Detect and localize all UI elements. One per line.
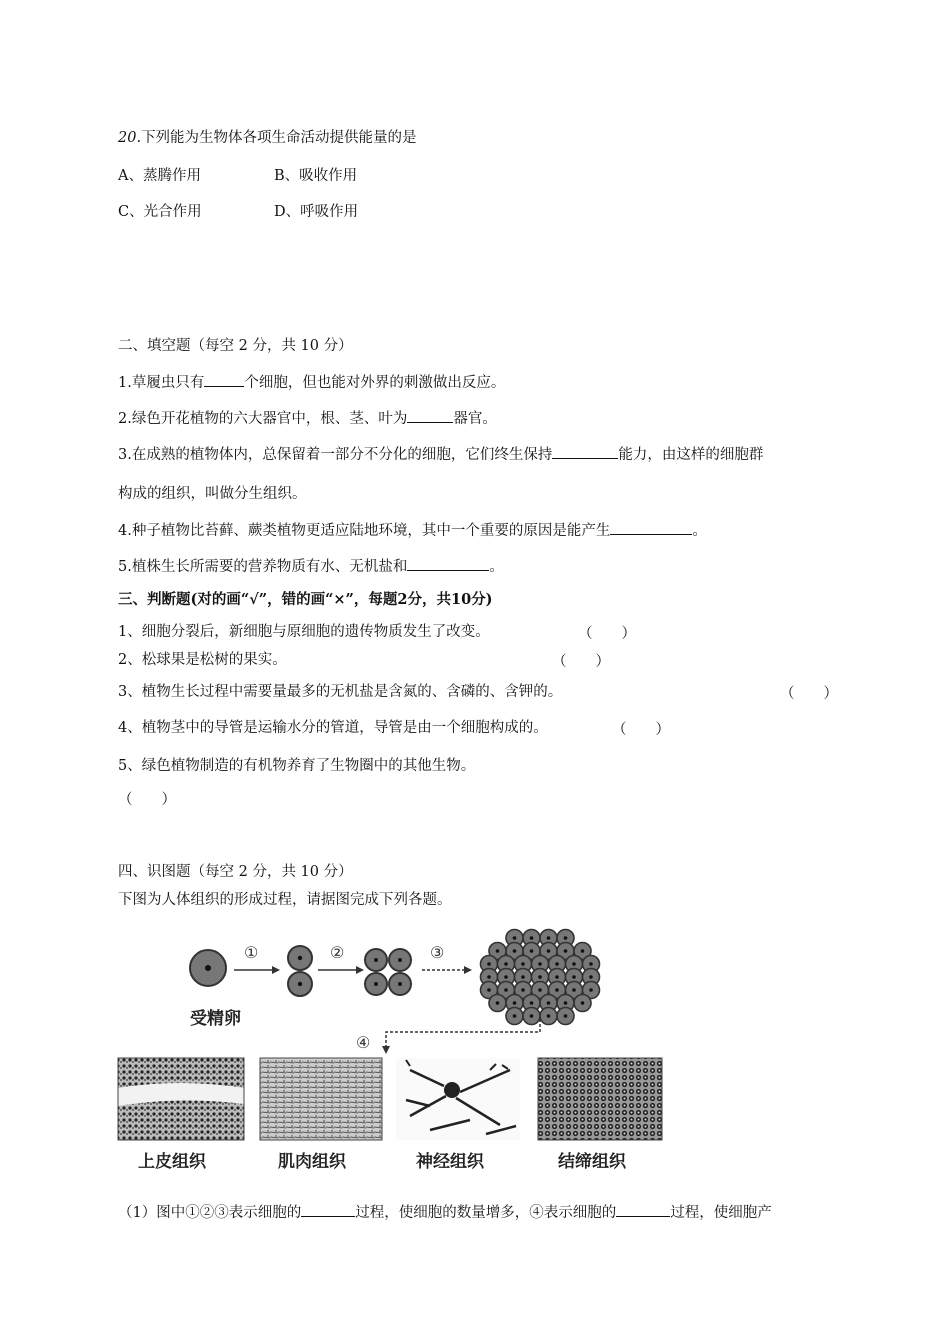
- step-4-label: ④: [356, 1033, 371, 1052]
- judge-paren-1: （ ）: [578, 626, 636, 642]
- q20-option-c: C、光合作用: [118, 204, 202, 220]
- section3-title: 三、判断题(对的画“√”，错的画“×”，每题2分，共10分): [118, 591, 493, 608]
- cluster-cell-nucleus: [547, 1014, 551, 1018]
- cluster-cell-nucleus: [530, 949, 534, 953]
- judge-paren-3: （ ）: [780, 686, 838, 702]
- cluster-cell-nucleus: [513, 1014, 517, 1018]
- cluster-cell-nucleus: [581, 1001, 585, 1005]
- fill-item-1: 1.草履虫只有 个细胞，但也能对外界的刺激做出反应。: [118, 372, 505, 393]
- cluster-cell-nucleus: [564, 936, 568, 940]
- q20-option-a: A、蒸腾作用: [118, 168, 201, 184]
- judge-paren-4: （ ）: [612, 722, 670, 738]
- step-2-label: ②: [330, 943, 345, 962]
- cluster-cell-nucleus: [538, 975, 542, 979]
- cluster-cell-nucleus: [547, 936, 551, 940]
- fill-item-4: 4.种子植物比苔藓、蕨类植物更适应陆地环境，其中一个重要的原因是能产生 。: [118, 520, 707, 541]
- judge-item-5: 5、绿色植物制造的有机物养育了生物圈中的其他生物。: [118, 758, 476, 774]
- nerve-label: 神经组织: [416, 1152, 484, 1172]
- cell-cluster: [481, 930, 600, 1025]
- cluster-cell-nucleus: [555, 975, 559, 979]
- cluster-cell-nucleus: [538, 988, 542, 992]
- zygote-cell: [190, 950, 226, 986]
- section2-title: 二、填空题（每空 2 分，共 10 分）: [118, 338, 353, 354]
- cluster-cell-nucleus: [521, 962, 525, 966]
- cluster-cell-nucleus: [487, 975, 491, 979]
- step-1-label: ①: [244, 943, 259, 962]
- two-cells: [288, 946, 312, 996]
- fill-item-3: 3.在成熟的植物体内，总保留着一部分不分化的细胞，它们终生保持 能力，由这样的细胞群: [118, 444, 763, 465]
- cluster-cell-nucleus: [564, 1001, 568, 1005]
- connective-tissue-image: [538, 1058, 662, 1140]
- cluster-cell-nucleus: [530, 1001, 534, 1005]
- cluster-cell-nucleus: [504, 962, 508, 966]
- cluster-cell-nucleus: [513, 936, 517, 940]
- judge-item-4: 4、植物茎中的导管是运输水分的管道，导管是由一个细胞构成的。: [118, 720, 548, 736]
- cluster-cell-nucleus: [521, 988, 525, 992]
- epithelial-tissue-image: [118, 1058, 244, 1140]
- cluster-cell-nucleus: [564, 949, 568, 953]
- judge-paren-5: （ ）: [118, 792, 176, 808]
- judge-paren-2: （ ）: [552, 654, 610, 670]
- epithelial-label: 上皮组织: [138, 1152, 206, 1172]
- cluster-cell-nucleus: [572, 975, 576, 979]
- cluster-cell-nucleus: [521, 975, 525, 979]
- cluster-cell-nucleus: [513, 949, 517, 953]
- figure-question-1: （1）图中①②③表示细胞的 过程，使细胞的数量增多，④表示细胞的 过程，使细胞产: [118, 1202, 772, 1223]
- cluster-cell-nucleus: [589, 988, 593, 992]
- q20-stem: 20.下列能为生物体各项生命活动提供能量的是: [118, 130, 417, 146]
- judge-item-1: 1、细胞分裂后，新细胞与原细胞的遗传物质发生了改变。: [118, 624, 490, 640]
- fill-item-5: 5.植株生长所需要的营养物质有水、无机盐和 。: [118, 556, 504, 577]
- zygote-label: 受精卵: [190, 1009, 241, 1029]
- judge-item-2: 2、松球果是松树的果实。: [118, 652, 287, 668]
- judge-item-3: 3、植物生长过程中需要量最多的无机盐是含氮的、含磷的、含钾的。: [118, 684, 563, 700]
- section4-intro: 下图为人体组织的形成过程，请据图完成下列各题。: [118, 892, 452, 908]
- muscle-tissue-image: [260, 1058, 382, 1140]
- cluster-cell-nucleus: [572, 988, 576, 992]
- cluster-cell-nucleus: [564, 1014, 568, 1018]
- muscle-label: 肌肉组织: [278, 1152, 346, 1172]
- section4-title: 四、识图题（每空 2 分，共 10 分）: [118, 864, 353, 880]
- cluster-cell-nucleus: [547, 1001, 551, 1005]
- q20-option-b: B、吸收作用: [274, 168, 358, 184]
- nerve-tissue-image: [396, 1058, 520, 1140]
- cluster-cell-nucleus: [513, 1001, 517, 1005]
- cluster-cell-nucleus: [547, 949, 551, 953]
- cluster-cell-nucleus: [530, 1014, 534, 1018]
- cluster-cell-nucleus: [538, 962, 542, 966]
- cluster-cell-nucleus: [487, 962, 491, 966]
- connective-label: 结缔组织: [558, 1152, 626, 1172]
- q20-option-d: D、呼吸作用: [274, 204, 359, 220]
- cluster-cell-nucleus: [555, 962, 559, 966]
- step-3-label: ③: [430, 943, 445, 962]
- cluster-cell-nucleus: [581, 949, 585, 953]
- fill-item-3-cont: 构成的组织，叫做分生组织。: [118, 486, 307, 502]
- cluster-cell-nucleus: [555, 988, 559, 992]
- tissue-formation-figure: [110, 920, 670, 1180]
- cluster-cell-nucleus: [589, 962, 593, 966]
- cluster-cell-nucleus: [487, 988, 491, 992]
- cluster-cell-nucleus: [504, 988, 508, 992]
- cluster-cell-nucleus: [572, 962, 576, 966]
- cluster-cell-nucleus: [496, 949, 500, 953]
- four-cells: [365, 949, 411, 995]
- fill-item-2: 2.绿色开花植物的六大器官中，根、茎、叶为 器官。: [118, 408, 497, 429]
- cluster-cell-nucleus: [496, 1001, 500, 1005]
- cluster-cell-nucleus: [589, 975, 593, 979]
- cluster-cell-nucleus: [504, 975, 508, 979]
- cluster-cell-nucleus: [530, 936, 534, 940]
